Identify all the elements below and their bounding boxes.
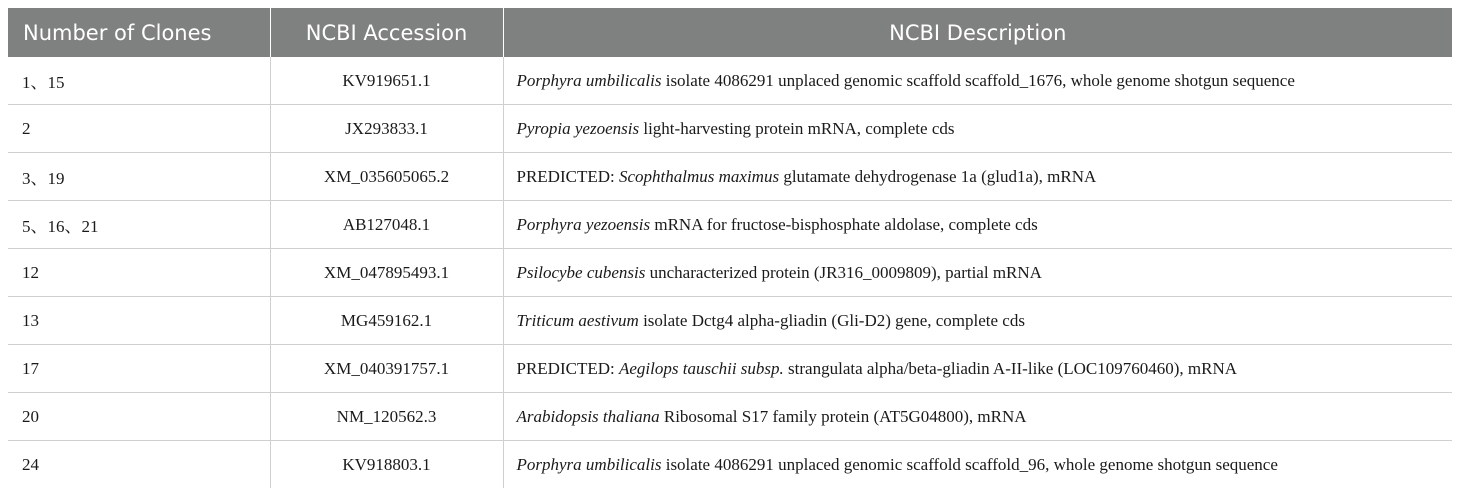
clones-cell: 3、19 (8, 153, 270, 201)
table-row (8, 249, 1452, 297)
table-row (8, 297, 1452, 345)
clones-cell: 13 (8, 297, 270, 345)
species-name: Porphyra umbilicalis (516, 454, 662, 474)
description-cell (503, 201, 1452, 249)
species-name: Porphyra umbilicalis (516, 70, 662, 90)
accession-cell: KV918803.1 (270, 441, 503, 489)
clones-cell: 24 (8, 441, 270, 489)
description-cell (503, 393, 1452, 441)
clones-cell: 20 (8, 393, 270, 441)
accession-cell: AB127048.1 (270, 201, 503, 249)
species-name: Porphyra yezoensis (516, 214, 651, 234)
clones-cell: 2 (8, 105, 270, 153)
clone-table (8, 8, 1452, 488)
accession-cell: XM_035605065.2 (270, 153, 503, 201)
description-text: isolate 4086291 unplaced genomic scaffold scaffold_1676, whole genome shotgun sequence (661, 70, 1295, 90)
header-row (8, 8, 1452, 57)
description-cell (503, 57, 1452, 105)
species-name: Arabidopsis thaliana (516, 406, 660, 426)
description-text: isolate 4086291 unplaced genomic scaffold scaffold_96, whole genome shotgun sequence (661, 454, 1278, 474)
table-body (8, 57, 1452, 488)
clones-cell: 1、15 (8, 57, 270, 105)
accession-cell: XM_040391757.1 (270, 345, 503, 393)
table-header (8, 8, 1452, 57)
description-prefix: PREDICTED: (516, 166, 619, 186)
table-row (8, 201, 1452, 249)
description-cell (503, 441, 1452, 489)
clones-cell: 5、16、21 (8, 201, 270, 249)
accession-cell: JX293833.1 (270, 105, 503, 153)
table-row (8, 345, 1452, 393)
table-row (8, 153, 1452, 201)
accession-cell: NM_120562.3 (270, 393, 503, 441)
description-text: mRNA for fructose-bisphosphate aldolase, complete cds (650, 214, 1038, 234)
accession-cell: MG459162.1 (270, 297, 503, 345)
table-container (8, 8, 1452, 488)
species-name: Pyropia yezoensis (516, 118, 640, 138)
description-text: Ribosomal S17 family protein (AT5G04800), mRNA (659, 406, 1027, 426)
description-cell (503, 105, 1452, 153)
table-row (8, 57, 1452, 105)
header-ncbi-description: NCBI Description (503, 8, 1452, 57)
header-number-of-clones: Number of Clones (8, 8, 270, 57)
species-name: Triticum aestivum (516, 310, 639, 330)
species-name: Psilocybe cubensis (516, 262, 646, 282)
description-text: uncharacterized protein (JR316_0009809), partial mRNA (645, 262, 1042, 282)
description-prefix: PREDICTED: (516, 358, 619, 378)
clones-cell: 17 (8, 345, 270, 393)
description-text: strangulata alpha/beta-gliadin A-II-like (LOC109760460), mRNA (783, 358, 1238, 378)
description-text: isolate Dctg4 alpha-gliadin (Gli-D2) gene, complete cds (638, 310, 1025, 330)
clones-cell: 12 (8, 249, 270, 297)
table-row (8, 441, 1452, 489)
table-row (8, 105, 1452, 153)
species-name: Aegilops tauschii subsp. (618, 358, 784, 378)
description-cell (503, 345, 1452, 393)
accession-cell: XM_047895493.1 (270, 249, 503, 297)
table-row (8, 393, 1452, 441)
header-ncbi-accession: NCBI Accession (270, 8, 503, 57)
description-cell (503, 153, 1452, 201)
species-name: Scophthalmus maximus (618, 166, 780, 186)
description-text: glutamate dehydrogenase 1a (glud1a), mRNA (779, 166, 1097, 186)
description-cell (503, 297, 1452, 345)
accession-cell: KV919651.1 (270, 57, 503, 105)
description-text: light-harvesting protein mRNA, complete cds (639, 118, 955, 138)
description-cell (503, 249, 1452, 297)
